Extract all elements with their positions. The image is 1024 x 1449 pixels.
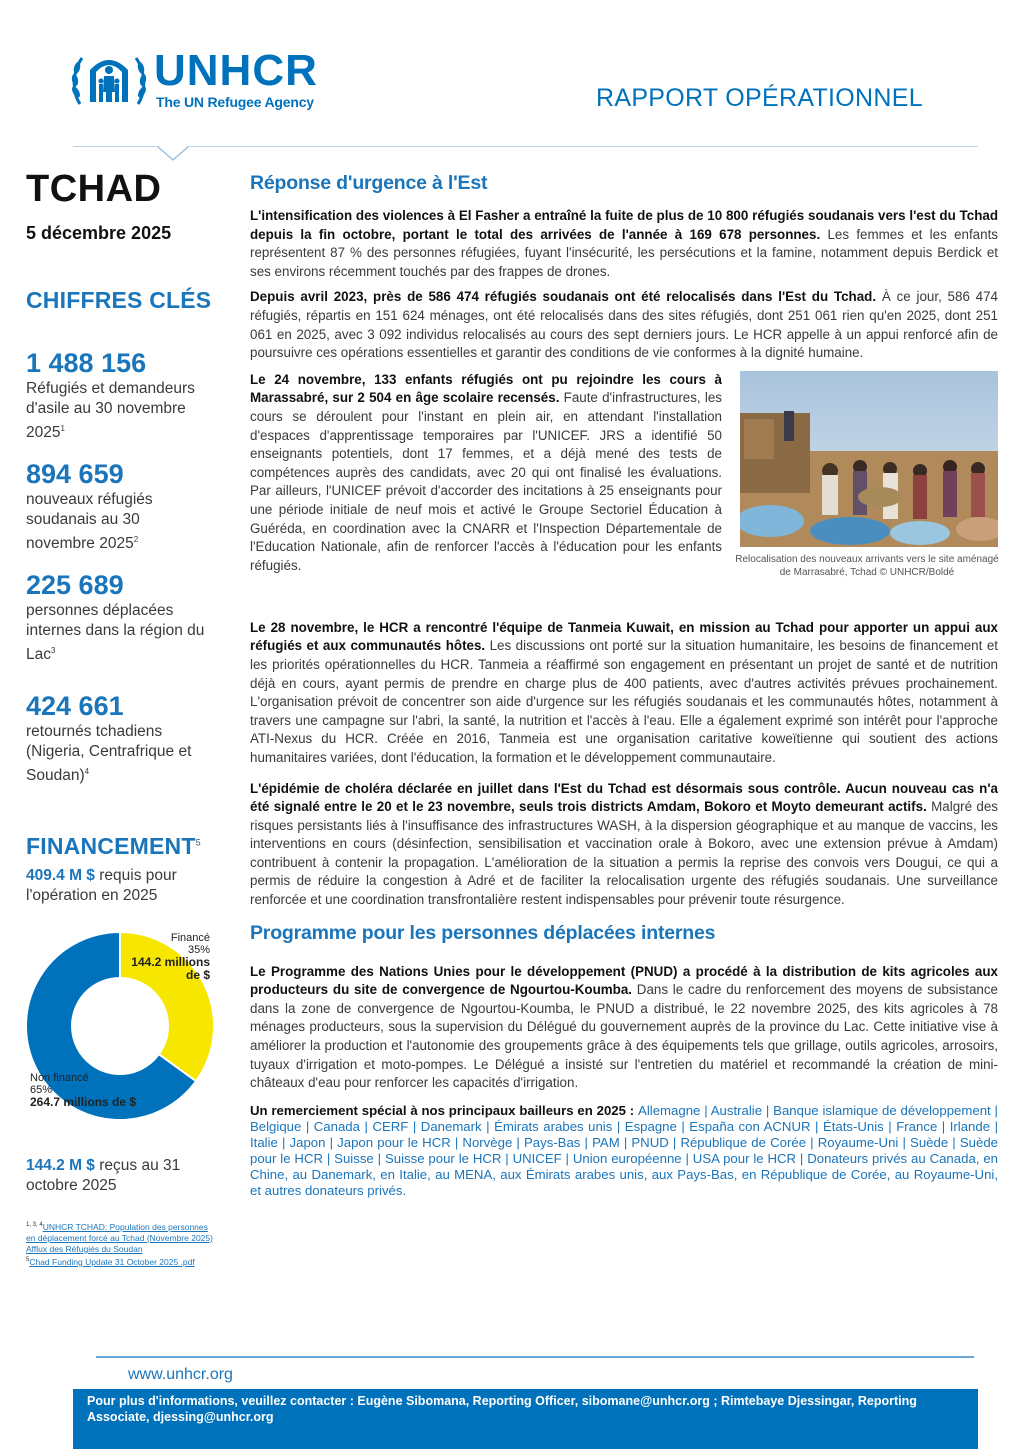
page-header xyxy=(0,0,1024,150)
donut-label-unfunded: Non financé 65% 264.7 millions de $ xyxy=(30,1072,137,1109)
key-figure xyxy=(26,691,226,786)
key-figure-value: 894 659 xyxy=(26,459,124,490)
paragraph-education: Le 24 novembre, 133 enfants réfugiés ont pu rejoindre les cours à Marassabré, sur 2 504 en âge scolaire recensés. Faute d'infrastructures, les cours se déroulent pour l'instant en plein air, en attendant l'installation d'espaces d'apprentissage temporaires par l'UNICEF. JRS a identifié 50 enseignants potentiels, dont 17 femmes, et a déjà mené des tests de compétences auprès des candidats, avec 20 qui ont finalisé les évaluations. Par ailleurs, l'UNICEF prévoit d'accorder des incitations à 25 enseignants pour une période initiale de neuf mois et activé le Groupe Sectoriel Éducation à Guéréda, en coordination avec la CNARR et l'Inspection Départementale de l'Education Nationale, afin de renforcer l'accès à l'éducation pour les enfants réfugiés. xyxy=(250,371,722,573)
paragraph-relocation: Depuis avril 2023, près de 586 474 réfugiés soudanais ont été relocalisés dans l'Est du Tchad. À ce jour, 586 474 réfugiés, répartis en 151 624 ménages, ont été relocalisés dans des sites réfugiés, dont 251 061 rien qu'en 2025, dont 251 061 en 2025, avec 3 092 individus relocalisés au cours des sept derniers jours. Le HCR appelle à un appui renforcé afin de poursuivre ces opérations essentielles et garantir des conditions de vie conformes à la dignité humaine. xyxy=(250,289,999,361)
key-figure-value: 225 689 xyxy=(26,570,124,601)
relocation-photo xyxy=(740,371,998,547)
funding-donut-chart xyxy=(26,930,226,1120)
country-title: TCHAD xyxy=(26,168,162,210)
key-figure-value: 424 661 xyxy=(26,691,124,722)
key-figure-desc: personnes déplacées internes dans la région du Lac$^3$ xyxy=(26,602,205,664)
footer-divider xyxy=(96,1356,974,1358)
paragraph-pnud: Le Programme des Nations Unies pour le développement (PNUD) a procédé à la distribution de kits agricoles aux producteurs du site de convergence de Ngourtou-Koumba. Dans le cadre du renforcement des moyens de subsistance dans la zone de convergence de Ngourtou-Koumba, le PNUD a distribué, le 22 novembre 2025, des kits agricoles à 78 ménages producteurs, sous la supervision du Délégué du gouvernement auprès de la province du Lac. Cette initiative vise à améliorer la production et l'autonomie des groupements grâce à des équipements tels que grillage, outils agricoles, arrosoirs, tuyaux d'irrigation et moto-pompes. Le Délégué a insisté sur l'entretien du matériel et recommandé la création de mini-châteaux d'eau pour renforcer les capacités d'irrigation. xyxy=(250,963,998,1091)
key-figure-desc: retournés tchadiens (Nigeria, Centrafrique et Soudan)$^4$ xyxy=(26,723,192,785)
footnotes: $^{1, 3, 4}$UNHCR TCHAD: Population des personnes en déplacement forcé au Tchad (Novembre 2025) Afflux des Réfugiés du Soudan $^5$Chad Funding Update 31 October 2025 .pdf xyxy=(26,1221,213,1267)
key-figure xyxy=(26,348,226,443)
photo-caption: Relocalisation des nouveaux arrivants vers le site aménagé de Marrasabré, Tchad © UNHCR/Boldé xyxy=(735,553,999,578)
donors-list[interactable]: Allemagne | Australie | Banque islamique de développement | Belgique | Canada | CERF | Danemark | Émirats arabes unis | Espagne | España con ACNUR | États-Unis | France | Irlande | Italie | Japon | Japon pour le HCR | Norvège | Pays-Bas | PAM | PNUD | République de Corée | Royaume-Uni | Suède | Suède pour le HCR | Suisse | Suisse pour le HCR | UNICEF | Union européenne | USA pour le HCR | Donateurs privés au Canada, en Chine, au Danemark, en Italie, au MENA, aux Émirats arabes unis, aux Pays-Bas, en République de Corée, au Royaume-Uni, et autres donateurs privés. xyxy=(250,1102,998,1198)
funding-received: 144.2 M $ reçus au 31 octobre 2025 xyxy=(26,1157,181,1194)
footnote-link-funding[interactable]: Chad Funding Update 31 October 2025 .pdf xyxy=(29,1256,195,1267)
header-divider xyxy=(73,146,978,147)
sidebar xyxy=(26,168,226,906)
section-title-idp: Programme pour les personnes déplacées internes xyxy=(250,921,716,944)
donors-acknowledgement: Un remerciement spécial à nos principaux bailleurs en 2025 : Allemagne | Australie | Banque islamique de développement | Belgique | Canada | CERF | Danemark | Émirats arabes unis | Espagne | España con ACNUR | États-Unis | France | Irlande | Italie | Japon | Japon pour le HCR | Norvège | Pays-Bas | PAM | PNUD | République de Corée | Royaume-Uni | Suède | Suède pour le HCR | Suisse | Suisse pour le HCR | UNICEF | Union européenne | USA pour le HCR | Donateurs privés au Canada, en Chine, au Danemark, en Italie, au MENA, aux Émirats arabes unis, aux Pays-Bas, en République de Corée, au Royaume-Uni, et autres donateurs privés. xyxy=(250,1102,998,1198)
report-title: RAPPORT OPÉRATIONNEL xyxy=(596,84,923,112)
website-link[interactable]: www.unhcr.org xyxy=(128,1366,233,1383)
paragraph-cholera: L'épidémie de choléra déclarée en juillet dans l'Est du Tchad est désormais sous contrôle. Aucun nouveau cas n'a été signalé entre le 20 et le 23 novembre, seuls trois districts Amdam, Bokoro et Moyto demeurant actifs. Malgré des risques persistants liés à l'insuffisance des infrastructures WASH, à la dispersion géographique et au manque de vaccins, les interventions en cours (désinfection, sensibilisation et vaccination orale à Bokoro, avec une extension prévue à Amdam) contribuent à contenir la propagation. L'amélioration de la situation a permis la reprise des convois vers Dougui, ce qui a permis de réduire la congestion à Adré et de faciliter la relocalisation urgente des réfugiés soudanais. Une surveillance renforcée et une coordination transfrontalière restent indispensables pour prévenir toute résurgence. xyxy=(250,780,998,908)
key-figure-desc: Réfugiés et demandeurs d'asile au 30 novembre 2025$^1$ xyxy=(26,380,195,442)
photo-image xyxy=(740,371,998,547)
key-figure-value: 1 488 156 xyxy=(26,348,147,378)
main-content xyxy=(250,172,998,1199)
report-date: 5 décembre 2025 xyxy=(26,223,172,243)
logo-tagline: The UN Refugee Agency xyxy=(156,94,314,110)
chevron-down-icon xyxy=(156,146,190,162)
footnote-link-afflux[interactable]: Afflux des Réfugiés du Soudan xyxy=(26,1243,143,1254)
education-block xyxy=(250,371,998,619)
funding-required: 409.4 M $ requis pour l'opération en 2025 xyxy=(26,866,177,904)
unhcr-emblem-icon xyxy=(70,48,148,114)
key-figure xyxy=(26,570,226,665)
funding-title: FINANCEMENT$^5$ xyxy=(26,832,201,859)
footnote-link-population[interactable]: UNHCR TCHAD: Population des personnes en déplacement forcé au Tchad (Novembre 2025) xyxy=(26,1221,213,1243)
paragraph-tanmeia: Le 28 novembre, le HCR a rencontré l'équipe de Tanmeia Kuwait, en mission au Tchad pour apporter un appui aux réfugiés et aux communautés hôtes. Les discussions ont porté sur la situation humanitaire, les besoins de financement et les priorités opérationnelles du HCR. Tanmeia a réaffirmé son engagement en présentant un projet de santé et de nutrition déjà en cours, ayant permis de prendre en charge plus de 400 patients, avec d'autres activités prévues prochainement. L'organisation prévoit de concentrer son aide d'urgence sur les réfugiés soudanais et les communautés hôtes, notamment à travers une campagne sur l'abri, la santé, la nutrition et l'accès à l'eau. Elle a également exprimé son intérêt pour l'approche ATI-Nexus du HCR. Créée en 2016, Tanmeia est une organisation caritative koweïtienne qui soutient des actions humanitaires variées, dont l'éducation, la formation et le développement communautaire. xyxy=(250,619,998,765)
donut-label-funded: Financé 35% 144.2 millions de $ xyxy=(131,932,210,982)
paragraph-el-fasher: L'intensification des violences à El Fasher a entraîné la fuite de plus de 10 800 réfugiés soudanais vers l'est du Tchad depuis la fin octobre, portant le total des arrivées de l'année à 169 678 personnes. Les femmes et les enfants représentent 87 % des personnes réfugiées, fuyant l'insécurité, les persécutions et la famine, notamment depuis Berdick et ses environs récemment touchés par des frappes de drones. xyxy=(250,208,998,279)
contact-bar: Pour plus d'informations, veuillez contacter : Eugène Sibomana, Reporting Officer, sibomane@unhcr.org ; Rimtebaye Djessingar, Reporting Associate, djessing@unhcr.org xyxy=(73,1389,978,1449)
key-figure-desc: nouveaux réfugiés soudanais au 30 novembre 2025$^2$ xyxy=(26,491,153,553)
key-figures-title: CHIFFRES CLÉS xyxy=(26,287,212,313)
logo-wordmark: UNHCR xyxy=(154,46,318,95)
key-figure xyxy=(26,459,226,554)
unhcr-logo[interactable] xyxy=(70,48,340,114)
section-title-emergency: Réponse d'urgence à l'Est xyxy=(250,172,488,194)
